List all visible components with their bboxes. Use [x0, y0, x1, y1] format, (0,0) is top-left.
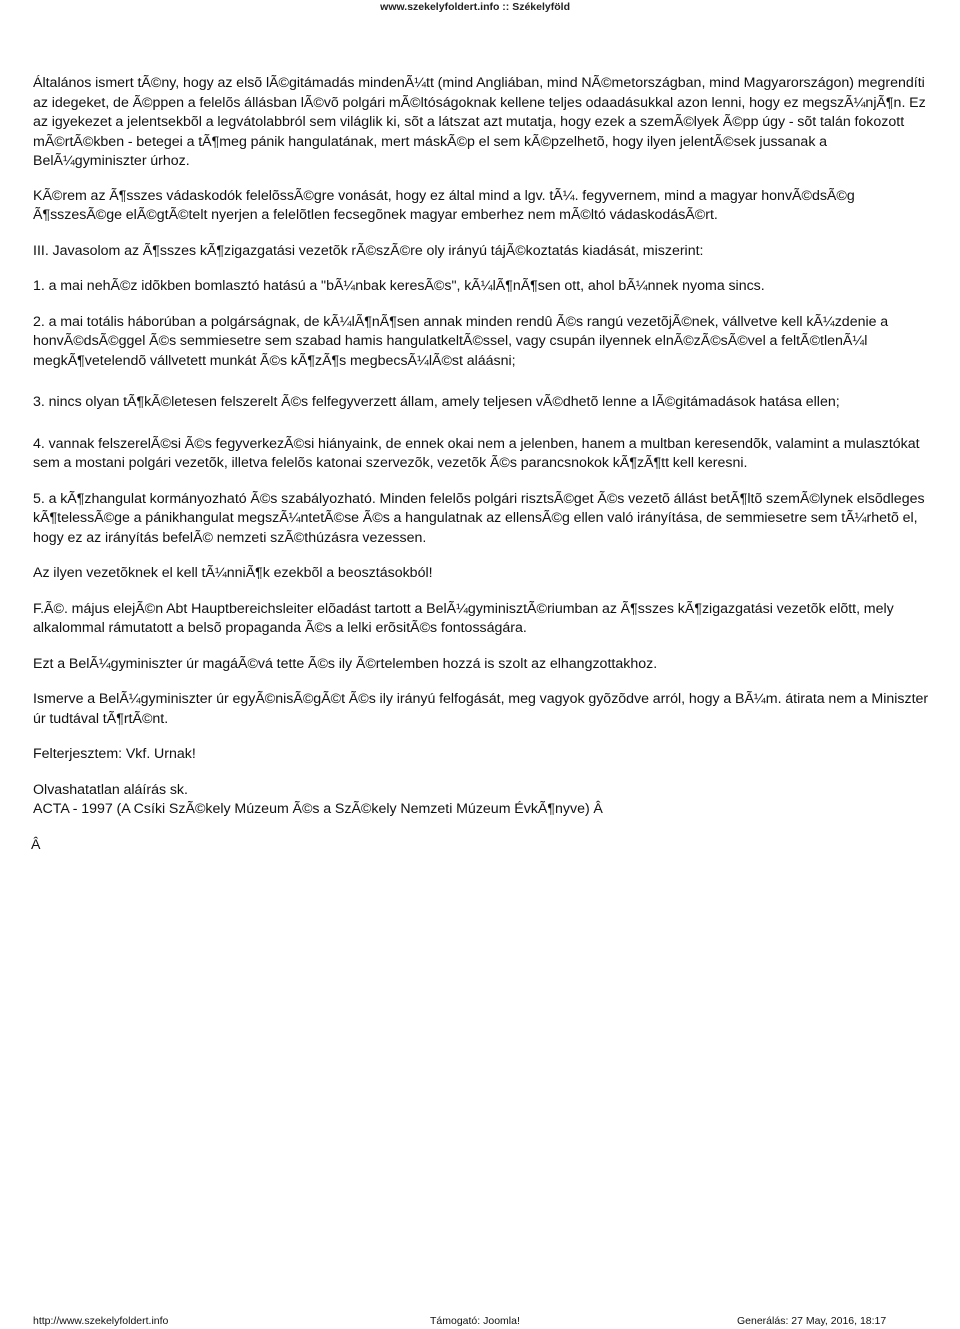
list-item-1: 1. a mai nehÃ©z idõkben bomlasztó hatású a "bÃ¼nbak keresÃ©s", kÃ¼lÃ¶nÃ¶sen ott, ahol bÃ¼nnek nyoma sincs. — [33, 278, 765, 294]
document-body — [31, 74, 936, 855]
page-header-site: www.szekelyfoldert.info :: Székelyföld — [380, 1, 570, 13]
list-item-3: 3. nincs olyan tÃ¶kÃ©letesen felszerelt Ã©s felfegyverzett állam, amely teljesen vÃ©dhetõ lenne a lÃ©gitámadások hatása ellen; — [33, 394, 840, 410]
signature-note: Olvashatatlan aláírás sk. — [33, 781, 188, 798]
source-citation: ACTA - 1997 (A Csíki SzÃ©kely Múzeum Ã©s a SzÃ©kely Nemzeti Múzeum ÉvkÃ¶nyve) Â — [33, 801, 603, 817]
paragraph-lecture: F.Ã©. május elejÃ©n Abt Hauptbereichsleiter elõadást tartott a BelÃ¼gyminisztÃ©riumban az Ã¶sszes kÃ¶zigazgatási vezetõk elõtt, mely alkalommal rámutatott a belsõ propaganda Ã©s a lelki erõsitÃ©s fontosságára. — [33, 600, 894, 636]
list-item-5: 5. a kÃ¶zhangulat kormányozható Ã©s szabályozható. Minden felelõs polgári risztsÃ©get Ã©s vezetõ állást betÃ¶ltõ szemÃ©lynek elsõdleges kÃ¶telessÃ©ge a pánikhangulat megszÃ¼ntetÃ©se Ã©s a hangulatnak az ellensÃ©g ellen való irányítása, de semmiesetre sem tÃ¼rhetõ el, hogy ez az irányítás befelÃ© nemzeti szÃ©thúzásra vezessen. — [33, 490, 925, 546]
paragraph-leaders: Az ilyen vezetõknek el kell tÃ¼nniÃ¶k ezekbõl a beosztásokból! — [33, 565, 433, 581]
list-item-4: 4. vannak felszerelÃ©si Ã©s fegyverkezÃ©si hiányaink, de ennek okai nem a jelenben, hanem a multban keresendõk, valamint a mulasztókat sem a mostani polgári vezetõk, illetva felelõs katonai szervezõk, vezetõk Ã©s parancsnokok kÃ¶zÃ¶tt kell keresni. — [33, 435, 920, 471]
paragraph-submission: Felterjesztem: Vkf. Urnak! — [33, 746, 196, 762]
trailing-character: Â — [31, 836, 41, 853]
footer-url: http://www.szekelyfoldert.info — [33, 1315, 169, 1327]
list-item-2: 2. a mai totális háborúban a polgárságnak, de kÃ¼lÃ¶nÃ¶sen annak minden rendû Ã©s rangú vezetõjÃ©nek, vállvetve kell kÃ¼zdenie a honvÃ©dsÃ©ggel Ã©s semmiesetre sem szabad hamis hangulatkeltÃ©ssel, vagy csupán ilyennek elnÃ©zÃ©sÃ©vel a feltÃ©tlenÃ¼l megkÃ¶vetelendõ vállvetett munkát Ã©s kÃ¶zÃ¶s megbecsÃ¼lÃ©st aláásni; — [33, 313, 889, 369]
footer-support: Támogató: Joomla! — [430, 1315, 520, 1327]
page-footer — [0, 1311, 960, 1329]
paragraph-intro: Általános ismert tÃ©ny, hogy az elsõ lÃ©gitámadás mindenÃ¼tt (mind Angliában, mind NÃ©metországban, mind Magyarországon) megrendíti az idegeket, de Ã©ppen a felelõs állásban lÃ©võ polgári mÃ©ltóságoknak kellene teljes odaadásukkal azon lenni, hogy ez megszÃ¼njÃ¶n. Ez az igyekezet a jelentsekbõl a legvátolabbról sem világlik ki, sõt a látszat azt mutatja, hogy ezek a szemÃ©lyek Ã©pp úgy - sõt talán fokozott mÃ©rtÃ©kben - betegei a tÃ¶meg pánik hangulatának, mert máskÃ©p el sem kÃ©pzelhetõ, hogy ilyen jelentÃ©sek jussanak a BelÃ¼gyminiszter úrhoz. — [33, 75, 926, 169]
paragraph-request: KÃ©rem az Ã¶sszes vádaskodók felelõssÃ©gre vonását, hogy ez által mind a lgv. tÃ¼. fegyvernem, mind a magyar honvÃ©dsÃ©g Ã¶sszesÃ©ge elÃ©gtÃ©telt nyerjen a felelõtlen fecsegõnek magyar emberhez nem mÃ©ltó vádaskodásÃ©rt. — [33, 187, 855, 223]
paragraph-proposal: III. Javasolom az Ã¶sszes kÃ¶zigazgatási vezetõk rÃ©szÃ©re oly irányú tájÃ©koztatás kiadását, miszerint: — [33, 242, 704, 259]
paragraph-conviction: Ismerve a BelÃ¼gyminiszter úr egyÃ©nisÃ©gÃ©t Ã©s ily irányú felfogását, meg vagyok gyõzõdve arról, hogy a BÃ¼m. átirata nem a Miniszter úr tudtával tÃ¶rtÃ©nt. — [33, 691, 929, 727]
footer-generated: Generálás: 27 May, 2016, 18:17 — [737, 1315, 887, 1327]
paragraph-minister: Ezt a BelÃ¼gyminiszter úr magáÃ©vá tette Ã©s ily Ã©rtelemben hozzá is szolt az elhangzottakhoz. — [33, 655, 658, 672]
